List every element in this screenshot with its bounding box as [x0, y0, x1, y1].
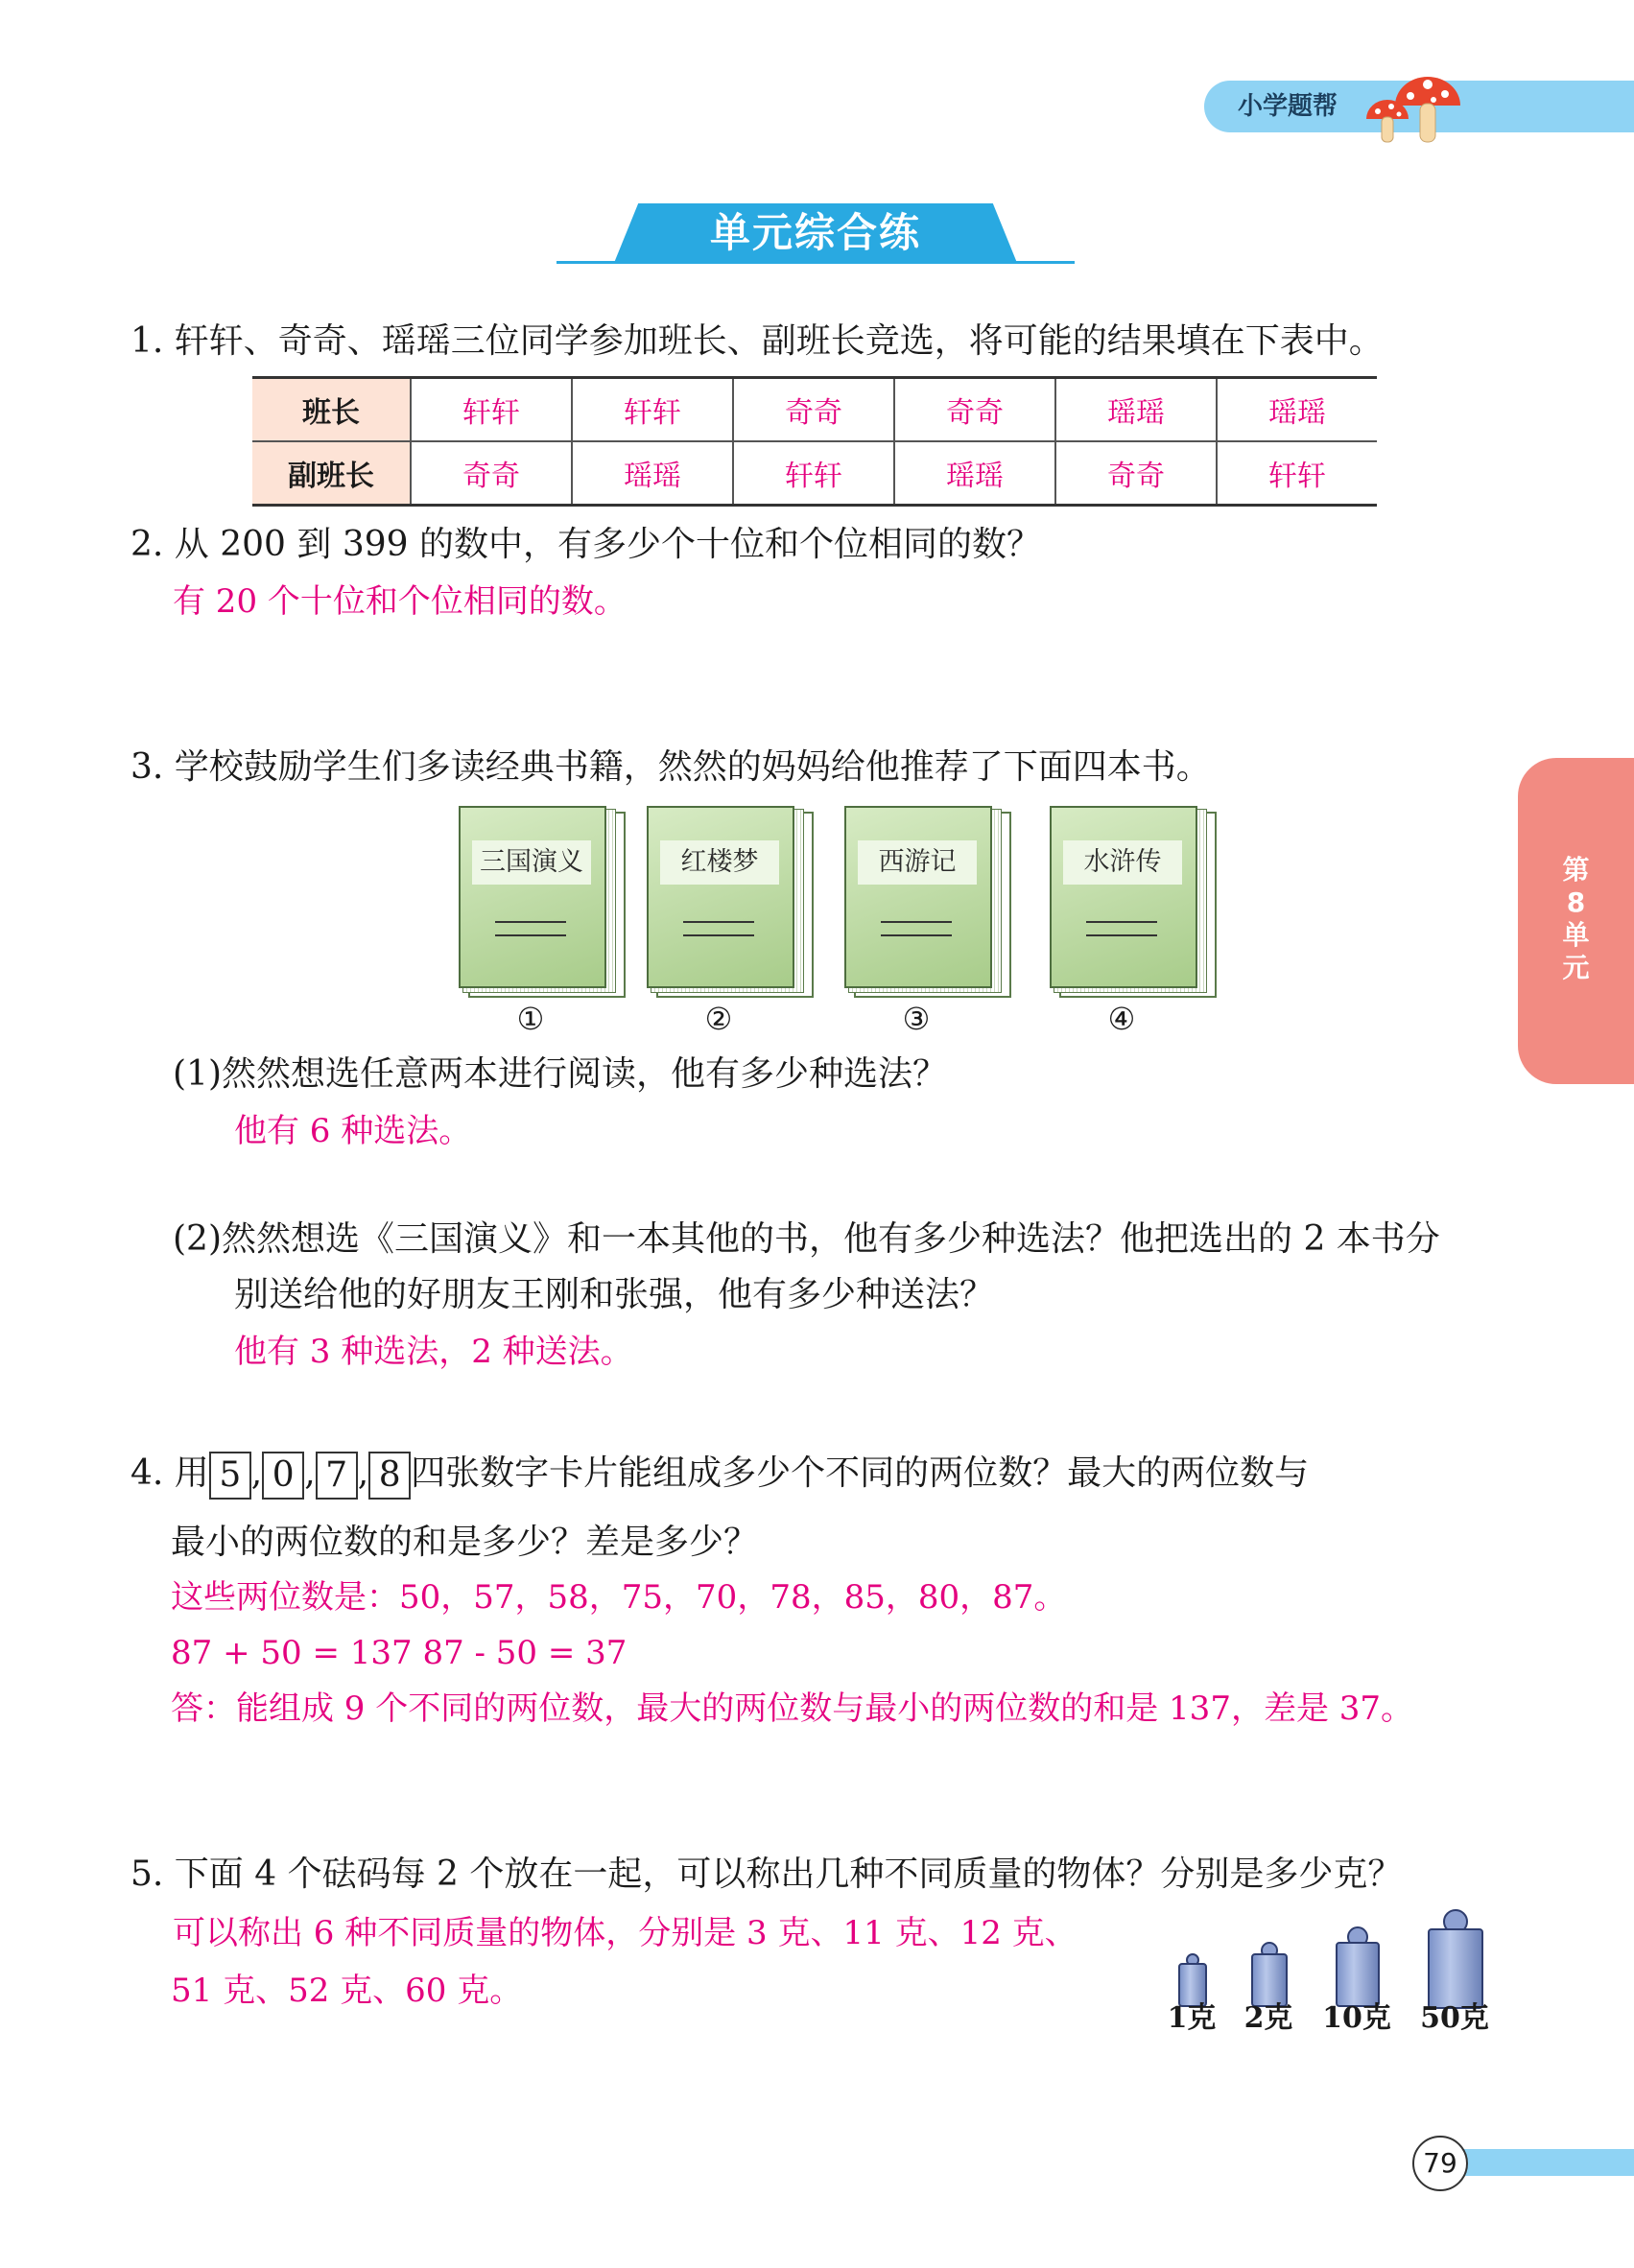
- answer-5-1: 可以称出 6 种不同质量的物体，分别是 3 克、11 克、12 克、: [173, 1914, 1077, 1952]
- number-card: 7: [316, 1452, 358, 1500]
- question-5: 5. 下面 4 个砝码每 2 个放在一起，可以称出几种不同质量的物体？分别是多少克？: [130, 1855, 1403, 1894]
- weight-label: 10克: [1322, 2001, 1391, 2035]
- question-3-sub-1: (1)然然想选任意两本进行阅读，他有多少种选法？: [173, 1054, 947, 1094]
- table-cell: 奇奇: [411, 441, 572, 506]
- role-table: [252, 376, 1377, 507]
- answer-5-2: 51 克、52 克、60 克。: [171, 1972, 523, 2010]
- number-card: 8: [368, 1452, 411, 1500]
- row-label: 班长: [252, 378, 411, 442]
- answer-4-2: 87 + 50 = 137 87 - 50 = 37: [171, 1634, 628, 1672]
- book-title: 西游记: [858, 840, 977, 885]
- book-number: ③: [902, 1001, 931, 1037]
- question-1: 1. 轩轩、奇奇、瑶瑶三位同学参加班长、副班长竞选，将可能的结果填在下表中。: [130, 321, 1384, 361]
- unit-side-tab-label: [1518, 854, 1634, 984]
- question-4-prefix: 4. 用: [130, 1453, 209, 1493]
- table-cell: 瑶瑶: [572, 441, 733, 506]
- book-title: 红楼梦: [660, 840, 779, 885]
- book-number: ④: [1107, 1001, 1136, 1037]
- weight-label: 2克: [1243, 2001, 1293, 2035]
- page-number: 79: [1412, 2136, 1468, 2191]
- book-4: [1050, 806, 1213, 998]
- answer-3-1: 他有 6 种选法。: [234, 1112, 472, 1150]
- side-tab-char: 单: [1562, 919, 1590, 951]
- brand-text: 小学题帮: [1238, 92, 1338, 121]
- table-cell: 奇奇: [894, 378, 1055, 442]
- book-number: ②: [704, 1001, 733, 1037]
- row-label: 副班长: [252, 441, 411, 506]
- answer-4-3: 答：能组成 9 个不同的两位数，最大的两位数与最小的两位数的和是 137，差是 37。: [171, 1689, 1414, 1728]
- number-card: 5: [209, 1452, 251, 1500]
- side-tab-char: 8: [1566, 886, 1586, 918]
- table-row: [252, 441, 1377, 506]
- number-card: 0: [262, 1452, 304, 1500]
- book-number: ①: [516, 1001, 545, 1037]
- question-3-sub-2-line-1: (2)然然想选《三国演义》和一本其他的书，他有多少种选法？他把选出的 2 本书分: [173, 1219, 1440, 1259]
- table-cell: 轩轩: [572, 378, 733, 442]
- question-4-suffix: 四张数字卡片能组成多少个不同的两位数？最大的两位数与: [411, 1453, 1310, 1493]
- table-row: [252, 378, 1377, 442]
- book-3: [844, 806, 1007, 998]
- book-1: [459, 806, 622, 998]
- question-2: 2. 从 200 到 399 的数中，有多少个十位和个位相同的数？: [130, 525, 1041, 564]
- side-tab-char: 第: [1562, 854, 1590, 886]
- table-cell: 瑶瑶: [1055, 378, 1217, 442]
- table-cell: 奇奇: [733, 378, 894, 442]
- table-cell: 奇奇: [1055, 441, 1217, 506]
- table-cell: 轩轩: [733, 441, 894, 506]
- answer-3-2: 他有 3 种选法，2 种送法。: [234, 1333, 633, 1371]
- table-cell: 轩轩: [411, 378, 572, 442]
- answer-4-1: 这些两位数是：50，57，58，75，70，78，85，80，87。: [171, 1578, 1067, 1617]
- table-cell: 瑶瑶: [1217, 378, 1377, 442]
- page-number-bar: [1439, 2149, 1634, 2176]
- table-cell: 瑶瑶: [894, 441, 1055, 506]
- question-4-line-1: 4. 用 5 , 0 , 7 , 8 四张数字卡片能组成多少个不同的两位数？最大的两位数与: [130, 1451, 1309, 1500]
- weight-label: 50克: [1420, 2001, 1489, 2035]
- section-title: 单元综合练: [709, 209, 921, 256]
- question-4-line-2: 最小的两位数的和是多少？差是多少？: [171, 1523, 759, 1562]
- question-3: 3. 学校鼓励学生们多读经典书籍，然然的妈妈给他推荐了下面四本书。: [130, 747, 1211, 787]
- weight-label: 1克: [1167, 2001, 1217, 2035]
- book-title: 三国演义: [472, 840, 591, 885]
- question-3-sub-2-line-2: 别送给他的好朋友王刚和张强，他有多少种送法？: [234, 1275, 995, 1314]
- table-cell: 轩轩: [1217, 441, 1377, 506]
- mushroom-icon: [1353, 56, 1464, 148]
- side-tab-char: 元: [1562, 952, 1590, 983]
- book-title: 水浒传: [1063, 840, 1182, 885]
- book-2: [647, 806, 810, 998]
- answer-2: 有 20 个十位和个位相同的数。: [173, 582, 627, 621]
